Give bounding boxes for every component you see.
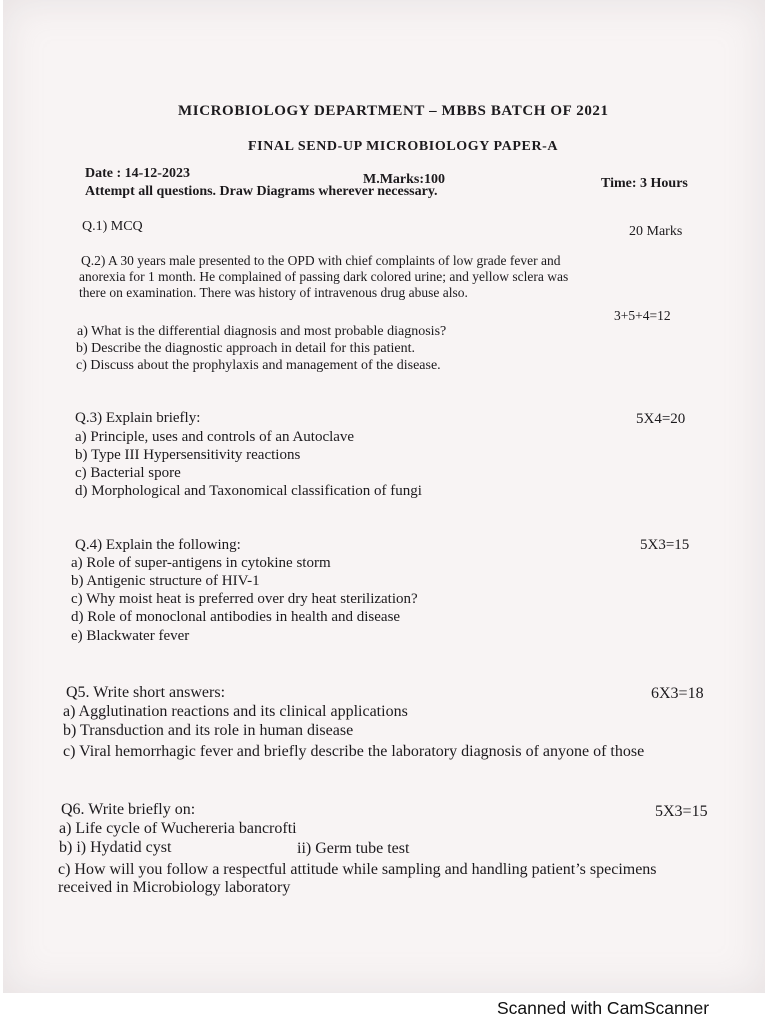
q3-item: d) Morphological and Taxonomical classification of fungi [75, 483, 422, 499]
q4-item: a) Role of super-antigens in cytokine storm [71, 555, 331, 571]
q3-marks: 5X4=20 [636, 411, 686, 427]
exam-date: Date : 14-12-2023 [85, 166, 190, 181]
q6-marks: 5X3=15 [655, 803, 708, 820]
q2-item: c) Discuss about the prophylaxis and management of the disease. [76, 358, 441, 373]
q2-text-line: Q.2) A 30 years male presented to the OPD with chief complaints of low grade fever and [81, 253, 561, 268]
max-marks: M.Marks:100 [363, 172, 446, 187]
q2-marks: 3+5+4=12 [614, 308, 671, 323]
q5-marks: 6X3=18 [651, 685, 704, 702]
q2-item: a) What is the differential diagnosis and most probable diagnosis? [77, 324, 447, 339]
q3-item: c) Bacterial spore [75, 465, 181, 481]
q3-item: a) Principle, uses and controls of an Autoclave [75, 429, 355, 445]
q6-item: c) How will you follow a respectful attitude while sampling and handling patient’s specimens [58, 861, 657, 878]
q5-item: a) Agglutination reactions and its clinical applications [63, 703, 408, 720]
q6-item: b) i) Hydatid cyst [59, 839, 172, 856]
exam-paper [3, 0, 765, 993]
q5-item: b) Transduction and its role in human disease [63, 722, 354, 739]
q4-item: c) Why moist heat is preferred over dry heat sterilization? [71, 591, 418, 607]
q6-item: received in Microbiology laboratory [58, 879, 291, 896]
q4-marks: 5X3=15 [640, 537, 690, 553]
q2-text-line: anorexia for 1 month. He complained of passing dark colored urine; and yellow sclera was [79, 269, 569, 284]
q6-item: ii) Germ tube test [297, 840, 410, 857]
q2-item: b) Describe the diagnostic approach in detail for this patient. [76, 341, 416, 356]
q4-item: e) Blackwater fever [71, 628, 190, 644]
q5-item: c) Viral hemorrhagic fever and briefly describe the laboratory diagnosis of anyone of those [63, 743, 645, 760]
q4-title: Q.4) Explain the following: [75, 537, 241, 553]
q1-marks: 20 Marks [629, 224, 683, 239]
q3-title: Q.3) Explain briefly: [75, 410, 201, 426]
q3-item: b) Type III Hypersensitivity reactions [75, 447, 301, 463]
exam-instructions: Attempt all questions. Draw Diagrams wherever necessary. [85, 184, 438, 199]
department-heading: MICROBIOLOGY DEPARTMENT – MBBS BATCH OF 2021 [178, 103, 609, 119]
q5-title: Q5. Write short answers: [66, 684, 226, 701]
scan-footer [0, 993, 768, 1024]
exam-title: FINAL SEND-UP MICROBIOLOGY PAPER-A [248, 139, 559, 154]
q2-text-line: there on examination. There was history of intravenous drug abuse also. [79, 285, 468, 300]
q4-item: b) Antigenic structure of HIV-1 [71, 573, 260, 589]
q1-title: Q.1) MCQ [82, 219, 143, 234]
camscanner-watermark: Scanned with CamScanner [497, 998, 710, 1018]
exam-duration: Time: 3 Hours [601, 176, 688, 191]
q6-title: Q6. Write briefly on: [61, 801, 196, 818]
q4-item: d) Role of monoclonal antibodies in health and disease [71, 609, 401, 625]
q6-item: a) Life cycle of Wuchereria bancrofti [59, 820, 297, 837]
